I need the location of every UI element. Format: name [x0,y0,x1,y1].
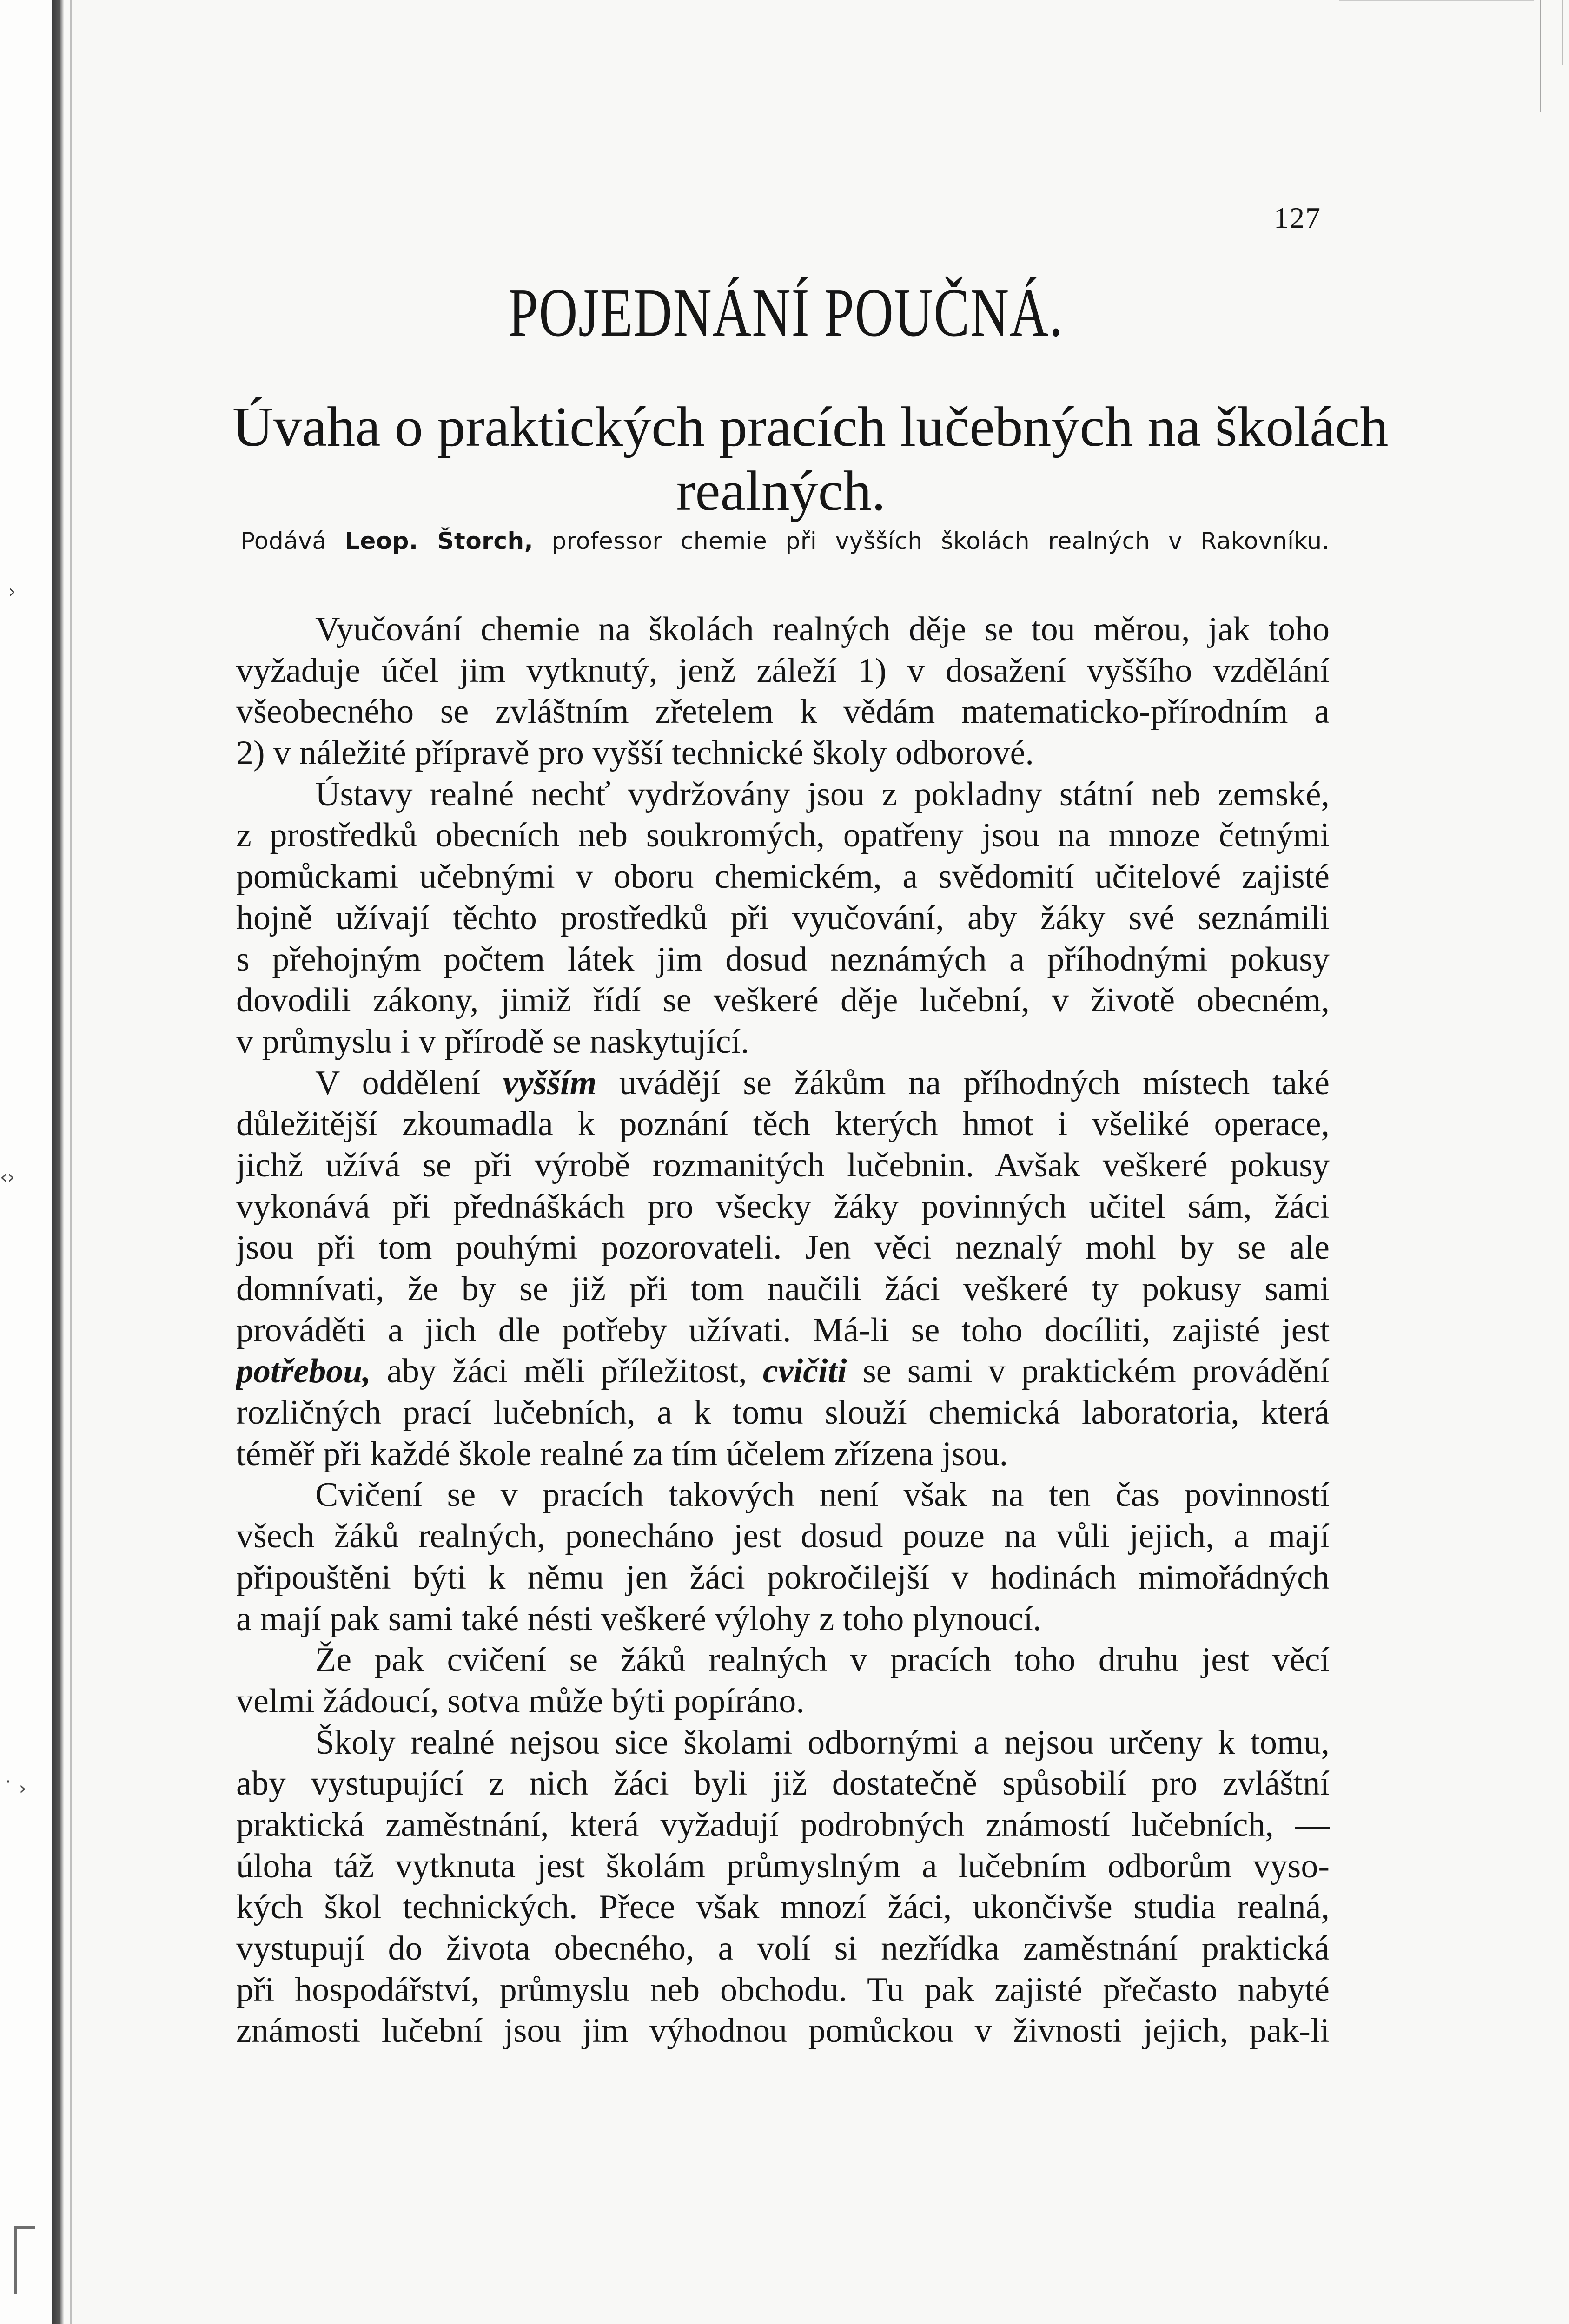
text-line: aby vystupující z nich žáci byli již dostatečně spůsobilí pro zvláštní [236,1764,1330,1803]
text-line: Vyučování chemie na školách realných děje se tou měrou, jak toho [315,610,1330,648]
article-body [236,609,1330,2052]
byline-prefix: Podává [241,528,345,555]
scan-right-edge [1540,0,1541,112]
text-line: Cvičení se v pracích takových není však na ten čas povinností [315,1476,1330,1514]
text-segment: se sami v praktickém provádění [847,1352,1330,1391]
text-line: dovodili zákony, jimiž řídí se veškeré děje lučební, v životě obecném, [236,981,1330,1020]
text-line: Že pak cvičení se žáků realných v pracích toho druhu jest věcí [315,1641,1330,1679]
byline-affiliation: professor chemie při vyšších školách realných v Rakovníku. [533,528,1330,555]
scan-right-edge-2 [1562,0,1563,65]
scan-binding-edge [52,0,64,2324]
text-line: pomůckami učebnými v oboru chemickém, a svědomití učitelové zajisté [236,858,1330,896]
text-line: kých škol technických. Přece však mnozí žáci, ukončivše studia realná, [236,1888,1330,1927]
text-line [236,1063,1330,1104]
text-line: vyžaduje účel jim vytknutý, jenž záleží 1) v dosažení vyššího vzdělání [236,651,1330,690]
text-line: připouštěni býti k němu jen žáci pokročilejší v hodinách mimořádných [236,1558,1330,1597]
text-line: známosti lučební jsou jim výhodnou pomůckou v živnosti jejich, pak-li [236,2012,1330,2050]
scan-bracket-mark [14,2226,35,2294]
page-number: 127 [1274,201,1321,234]
text-line: praktická zaměstnání, která vyžadují podrobných známostí lučebních, — [236,1805,1330,1844]
scan-binding-shadow [70,0,72,2324]
text-line [236,1351,1330,1392]
scan-margin [0,0,52,2324]
text-line: a mají pak sami také nésti veškeré výlohy z toho plynoucí. [236,1599,1042,1638]
text-line: velmi žádoucí, sotva může býti popíráno. [236,1682,805,1720]
text-line: hojně užívají těchto prostředků při vyučování, aby žáky své seznámili [236,898,1330,937]
article-title-line-1: Úvaha o praktických pracích lučebných na školách [232,396,1389,458]
article-title-line-2: realných. [676,460,886,522]
article-title [232,395,1389,523]
text-segment: uvádějí se žákům na příhodných místech také [596,1063,1330,1102]
text-line: Ústavy realné nechť vydržovány jsou z pokladny státní neb zemské, [315,775,1330,813]
emphasis: cvičiti [762,1352,847,1391]
text-line: rozličných prací lučebních, a k tomu slouží chemická laboratoria, která [236,1393,1330,1432]
section-title: POJEDNÁNÍ POUČNÁ. [508,275,1064,351]
text-line: domnívati, že by se již při tom naučili žáci veškeré ty pokusy sami [236,1270,1330,1308]
text-line: při hospodářství, průmyslu neb obchodu. Tu pak zajisté přečasto nabyté [236,1970,1330,2009]
text-line: Školy realné nejsou sice školami odbornými a nejsou určeny k tomu, [315,1723,1330,1762]
text-line: jsou při tom pouhými pozorovateli. Jen věci neznalý mohl by se ale [236,1228,1330,1267]
text-segment: aby žáci měli příležitost, [371,1352,763,1391]
emphasis: potřebou, [236,1352,371,1391]
text-line: jichž užívá se při výrobě rozmanitých lučebnin. Avšak veškeré pokusy [236,1146,1330,1184]
margin-mark: ˙ › [4,1778,26,1799]
byline-author: Leop. Štorch, [345,528,534,555]
text-line: v průmyslu i v přírodě se naskytující. [236,1022,749,1061]
text-line: prováděti a jich dle potřeby užívati. Má-li se toho docíliti, zajisté jest [236,1311,1330,1349]
text-line: téměř při každé škole realné za tím účelem zřízena jsou. [236,1434,1008,1473]
margin-mark: › [8,581,16,602]
text-segment: V oddělení [315,1063,503,1102]
text-line: s přehojným počtem látek jim dosud neznámých a příhodnými pokusy [236,940,1330,978]
text-line: vystupují do života obecného, a volí si nezřídka zaměstnání praktická [236,1929,1330,1967]
scan-top-edge [1339,0,1534,1]
margin-mark: ‹› [0,1167,15,1188]
text-line: vykonává při přednáškách pro všecky žáky povinných učitel sám, žáci [236,1187,1330,1226]
text-line: důležitější zkoumadla k poznání těch kterých hmot i všeliké operace, [236,1105,1330,1143]
text-line: všech žáků realných, ponecháno jest dosud pouze na vůli jejich, a mají [236,1517,1330,1556]
text-line: z prostředků obecních neb soukromých, opatřeny jsou na mnoze četnými [236,816,1330,855]
text-line: všeobecného se zvláštním zřetelem k vědám matematicko-přírodním a [236,693,1330,731]
byline [241,528,1330,555]
text-line: 2) v náležité přípravě pro vyšší technické školy odborové. [236,734,1034,772]
emphasis: vyšším [503,1063,597,1102]
text-line: úloha táž vytknuta jest školám průmyslným a lučebním odborům vyso- [236,1847,1330,1885]
